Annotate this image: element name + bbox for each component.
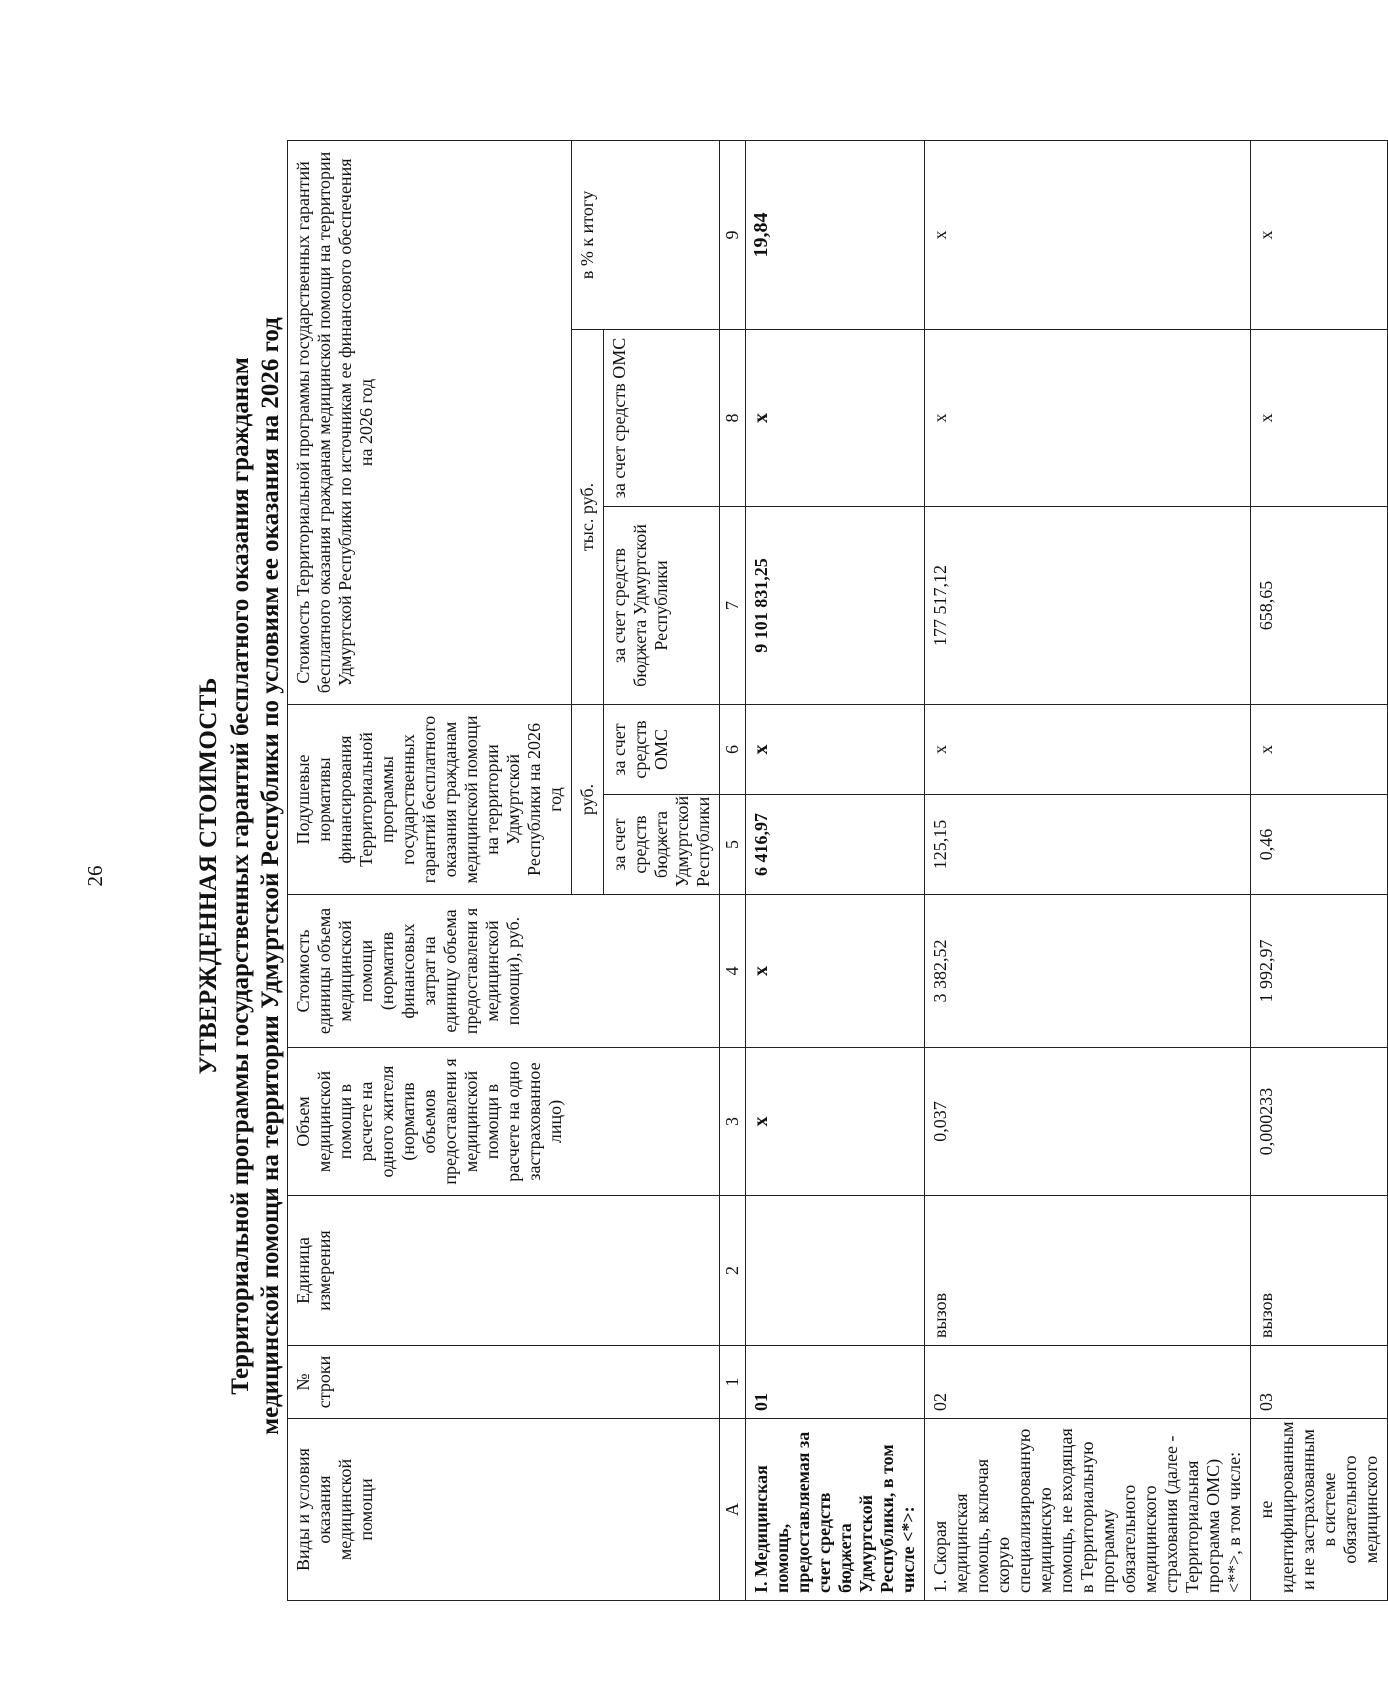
- table-row: [925, 140, 1251, 1600]
- header-volume: Объем медицинской помощи в расчете на одного жителя (норматив объемов предоставлени я медицинской помощи в расчете на одно застрахованное лицо): [288, 1048, 720, 1196]
- row-volume: 0,000233: [1251, 1048, 1388, 1196]
- title-line-1: УТВЕРЖДЕННАЯ СТОИМОСТЬ: [195, 677, 222, 1075]
- header-percent: в % к итогу: [572, 140, 720, 329]
- column-number: 9: [720, 140, 746, 329]
- column-number: 7: [720, 506, 746, 704]
- header-unit-thousand-rub: тыс. руб.: [572, 329, 604, 704]
- row-oms-norm: x: [1251, 704, 1388, 794]
- row-unit: [746, 1196, 925, 1346]
- row-unit-cost: 3 382,52: [925, 895, 1251, 1048]
- header-row-1: [288, 140, 572, 1600]
- column-number: А: [720, 1419, 746, 1601]
- row-budget-norm: 125,15: [925, 795, 1251, 895]
- column-number: 4: [720, 895, 746, 1048]
- row-budget-total: 177 517,12: [925, 506, 1251, 704]
- row-oms-total: x: [746, 329, 925, 506]
- row-oms-norm: x: [925, 704, 1251, 794]
- column-number: 3: [720, 1048, 746, 1196]
- row-budget-norm: 6 416,97: [746, 795, 925, 895]
- row-name: 1. Скорая медицинская помощь, включая скорую специализированную медицинскую помощь, не входящая в Территориальную программу обязательного медицинского страхования (далее - Территориальная программа ОМС) <**>, в том числе:: [925, 1419, 1251, 1601]
- row-percent: x: [925, 140, 1251, 329]
- page-number: 26: [83, 865, 107, 887]
- column-number-row: [720, 140, 746, 1600]
- title-line-2: Территориальной программы государственных гарантий бесплатного оказания гражданам: [227, 357, 254, 1395]
- row-unit-cost: x: [746, 895, 925, 1048]
- column-number: 5: [720, 795, 746, 895]
- row-percent: 19,84: [746, 140, 925, 329]
- header-oms-total: за счет средств ОМС: [604, 329, 720, 506]
- row-unit: вызов: [1251, 1196, 1388, 1346]
- row-percent: x: [1251, 140, 1388, 329]
- header-unit-cost: Стоимость единицы объема медицинской помощи (норматив финансовых затрат на единицу объема предоставлени я медицинской помощи), руб.: [288, 895, 720, 1048]
- rotated-page: [25, 96, 1381, 1656]
- title-line-3: медицинской помощи на территории Удмуртской Республики по условиям ее оказания на 2026 год: [257, 317, 284, 1435]
- row-volume: x: [746, 1048, 925, 1196]
- table-row: [746, 140, 925, 1600]
- row-line-no: 03: [1251, 1346, 1388, 1419]
- column-number: 2: [720, 1196, 746, 1346]
- table-row: [1251, 140, 1388, 1600]
- header-budget-total: за счет средств бюджета Удмуртской Республики: [604, 506, 720, 704]
- row-oms-total: x: [1251, 329, 1388, 506]
- column-number: 6: [720, 704, 746, 794]
- row-budget-norm: 0,46: [1251, 795, 1388, 895]
- row-line-no: 02: [925, 1346, 1251, 1419]
- column-number: 1: [720, 1346, 746, 1419]
- row-name: не идентифицированным и не застрахованным в системе обязательного медицинского: [1251, 1419, 1388, 1601]
- header-unit: Единица измерения: [288, 1196, 720, 1346]
- row-oms-total: x: [925, 329, 1251, 506]
- row-budget-total: 9 101 831,25: [746, 506, 925, 704]
- header-line-no: № строки: [288, 1346, 720, 1419]
- row-oms-norm: x: [746, 704, 925, 794]
- header-budget-norm: за счет средств бюджета Удмуртской Республики: [604, 795, 720, 895]
- header-oms-norm: за счет средств ОМС: [604, 704, 720, 794]
- header-unit-rub: руб.: [572, 704, 604, 894]
- row-volume: 0,037: [925, 1048, 1251, 1196]
- cost-table: [287, 140, 1388, 1601]
- header-total-cost-group: Стоимость Территориальной программы государственных гарантий бесплатного оказания гражданам медицинской помощи на территории Удмуртской Республики по источникам ее финансового обеспечения на 2026 год: [288, 140, 572, 704]
- row-name: I. Медицинская помощь, предоставляемая за счет средств бюджета Удмуртской Республики, в том числе <*>:: [746, 1419, 925, 1601]
- row-budget-total: 658,65: [1251, 506, 1388, 704]
- column-number: 8: [720, 329, 746, 506]
- row-unit-cost: 1 992,97: [1251, 895, 1388, 1048]
- row-line-no: 01: [746, 1346, 925, 1419]
- header-per-capita-group: Подушевые нормативы финансирования Территориальной программы государственных гарантий бесплатного оказания гражданам медицинской помощи на территории Удмуртской Республики на 2026 год: [288, 704, 572, 894]
- row-unit: вызов: [925, 1196, 1251, 1346]
- header-kinds: Виды и условия оказания медицинской помощи: [288, 1419, 720, 1601]
